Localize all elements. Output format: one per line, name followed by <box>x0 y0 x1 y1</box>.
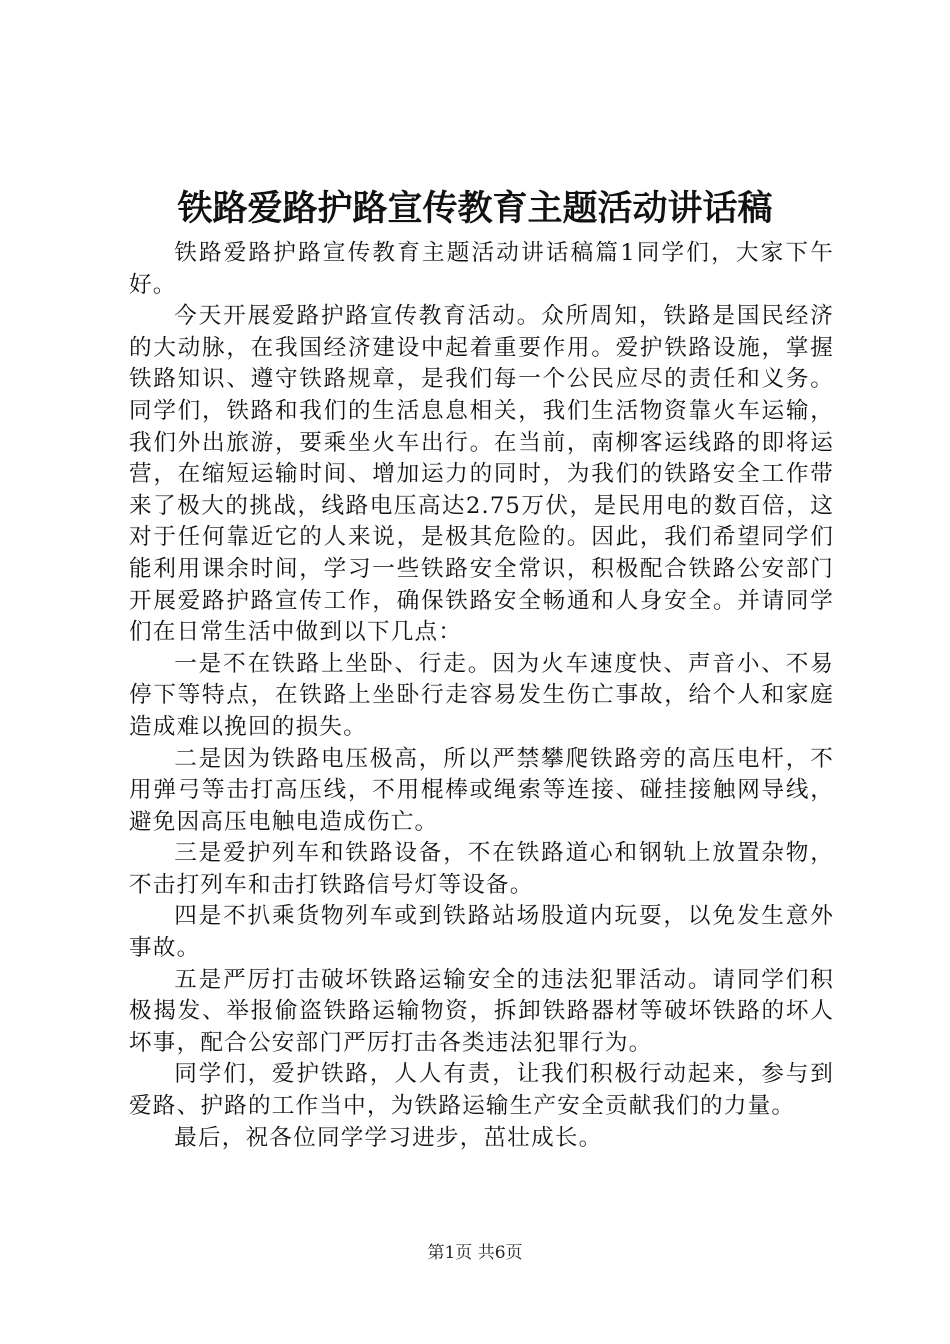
paragraph: 最后，祝各位同学学习进步，茁壮成长。 <box>174 1124 603 1151</box>
paragraph: 二是因为铁路电压极高，所以严禁攀爬铁路旁的高压电杆，不用弹弓等击打高压线，不用棍棒或绳索等连接、碰挂接触网导线，避免因高压电触电造成伤亡。 <box>129 745 834 835</box>
paragraph: 同学们，爱护铁路，人人有责，让我们积极行动起来，参与到爱路、护路的工作当中，为铁路运输生产安全贡献我们的力量。 <box>129 1061 834 1120</box>
paragraph: 铁路爱路护路宣传教育主题活动讲话稿篇1同学们，大家下午好。 <box>129 240 834 298</box>
paragraph: 今天开展爱路护路宣传教育活动。众所周知，铁路是国民经济的大动脉，在我国经济建设中起着重要作用。爱护铁路设施，掌握铁路知识、遵守铁路规章，是我们每一个公民应尽的责任和义务。同学们，铁路和我们的生活息息相关，我们生活物资靠火车运输，我们外出旅游，要乘坐火车出行。在当前，南柳客运线路的即将运营，在缩短运输时间、增加运力的同时，为我们的铁路安全工作带来了极大的挑战，线路电压高达2.75万伏，是民用电的数百倍，这对于任何靠近它的人来说，是极其危险的。因此，我们希望同学们能利用课余时间，学习一些铁路安全常识，积极配合铁路公安部门开展爱路护路宣传工作，确保铁路安全畅通和人身安全。并请同学们在日常生活中做到以下几点： <box>129 303 834 646</box>
paragraph: 一是不在铁路上坐卧、行走。因为火车速度快、声音小、不易停下等特点，在铁路上坐卧行走容易发生伤亡事故，给个人和家庭造成难以挽回的损失。 <box>129 650 834 740</box>
paragraph: 四是不扒乘货物列车或到铁路站场股道内玩耍，以免发生意外事故。 <box>129 903 834 962</box>
document-title: 铁路爱路护路宣传教育主题活动讲话稿 <box>177 189 773 229</box>
paragraph: 五是严厉打击破坏铁路运输安全的违法犯罪活动。请同学们积极揭发、举报偷盗铁路运输物资，拆卸铁路器材等破坏铁路的坏人坏事，配合公安部门严厉打击各类违法犯罪行为。 <box>129 966 834 1056</box>
document-body <box>129 238 834 1154</box>
paragraph: 三是爱护列车和铁路设备，不在铁路道心和钢轨上放置杂物，不击打列车和击打铁路信号灯等设备。 <box>129 840 834 898</box>
page-indicator: 第1页 共6页 <box>427 1243 523 1263</box>
